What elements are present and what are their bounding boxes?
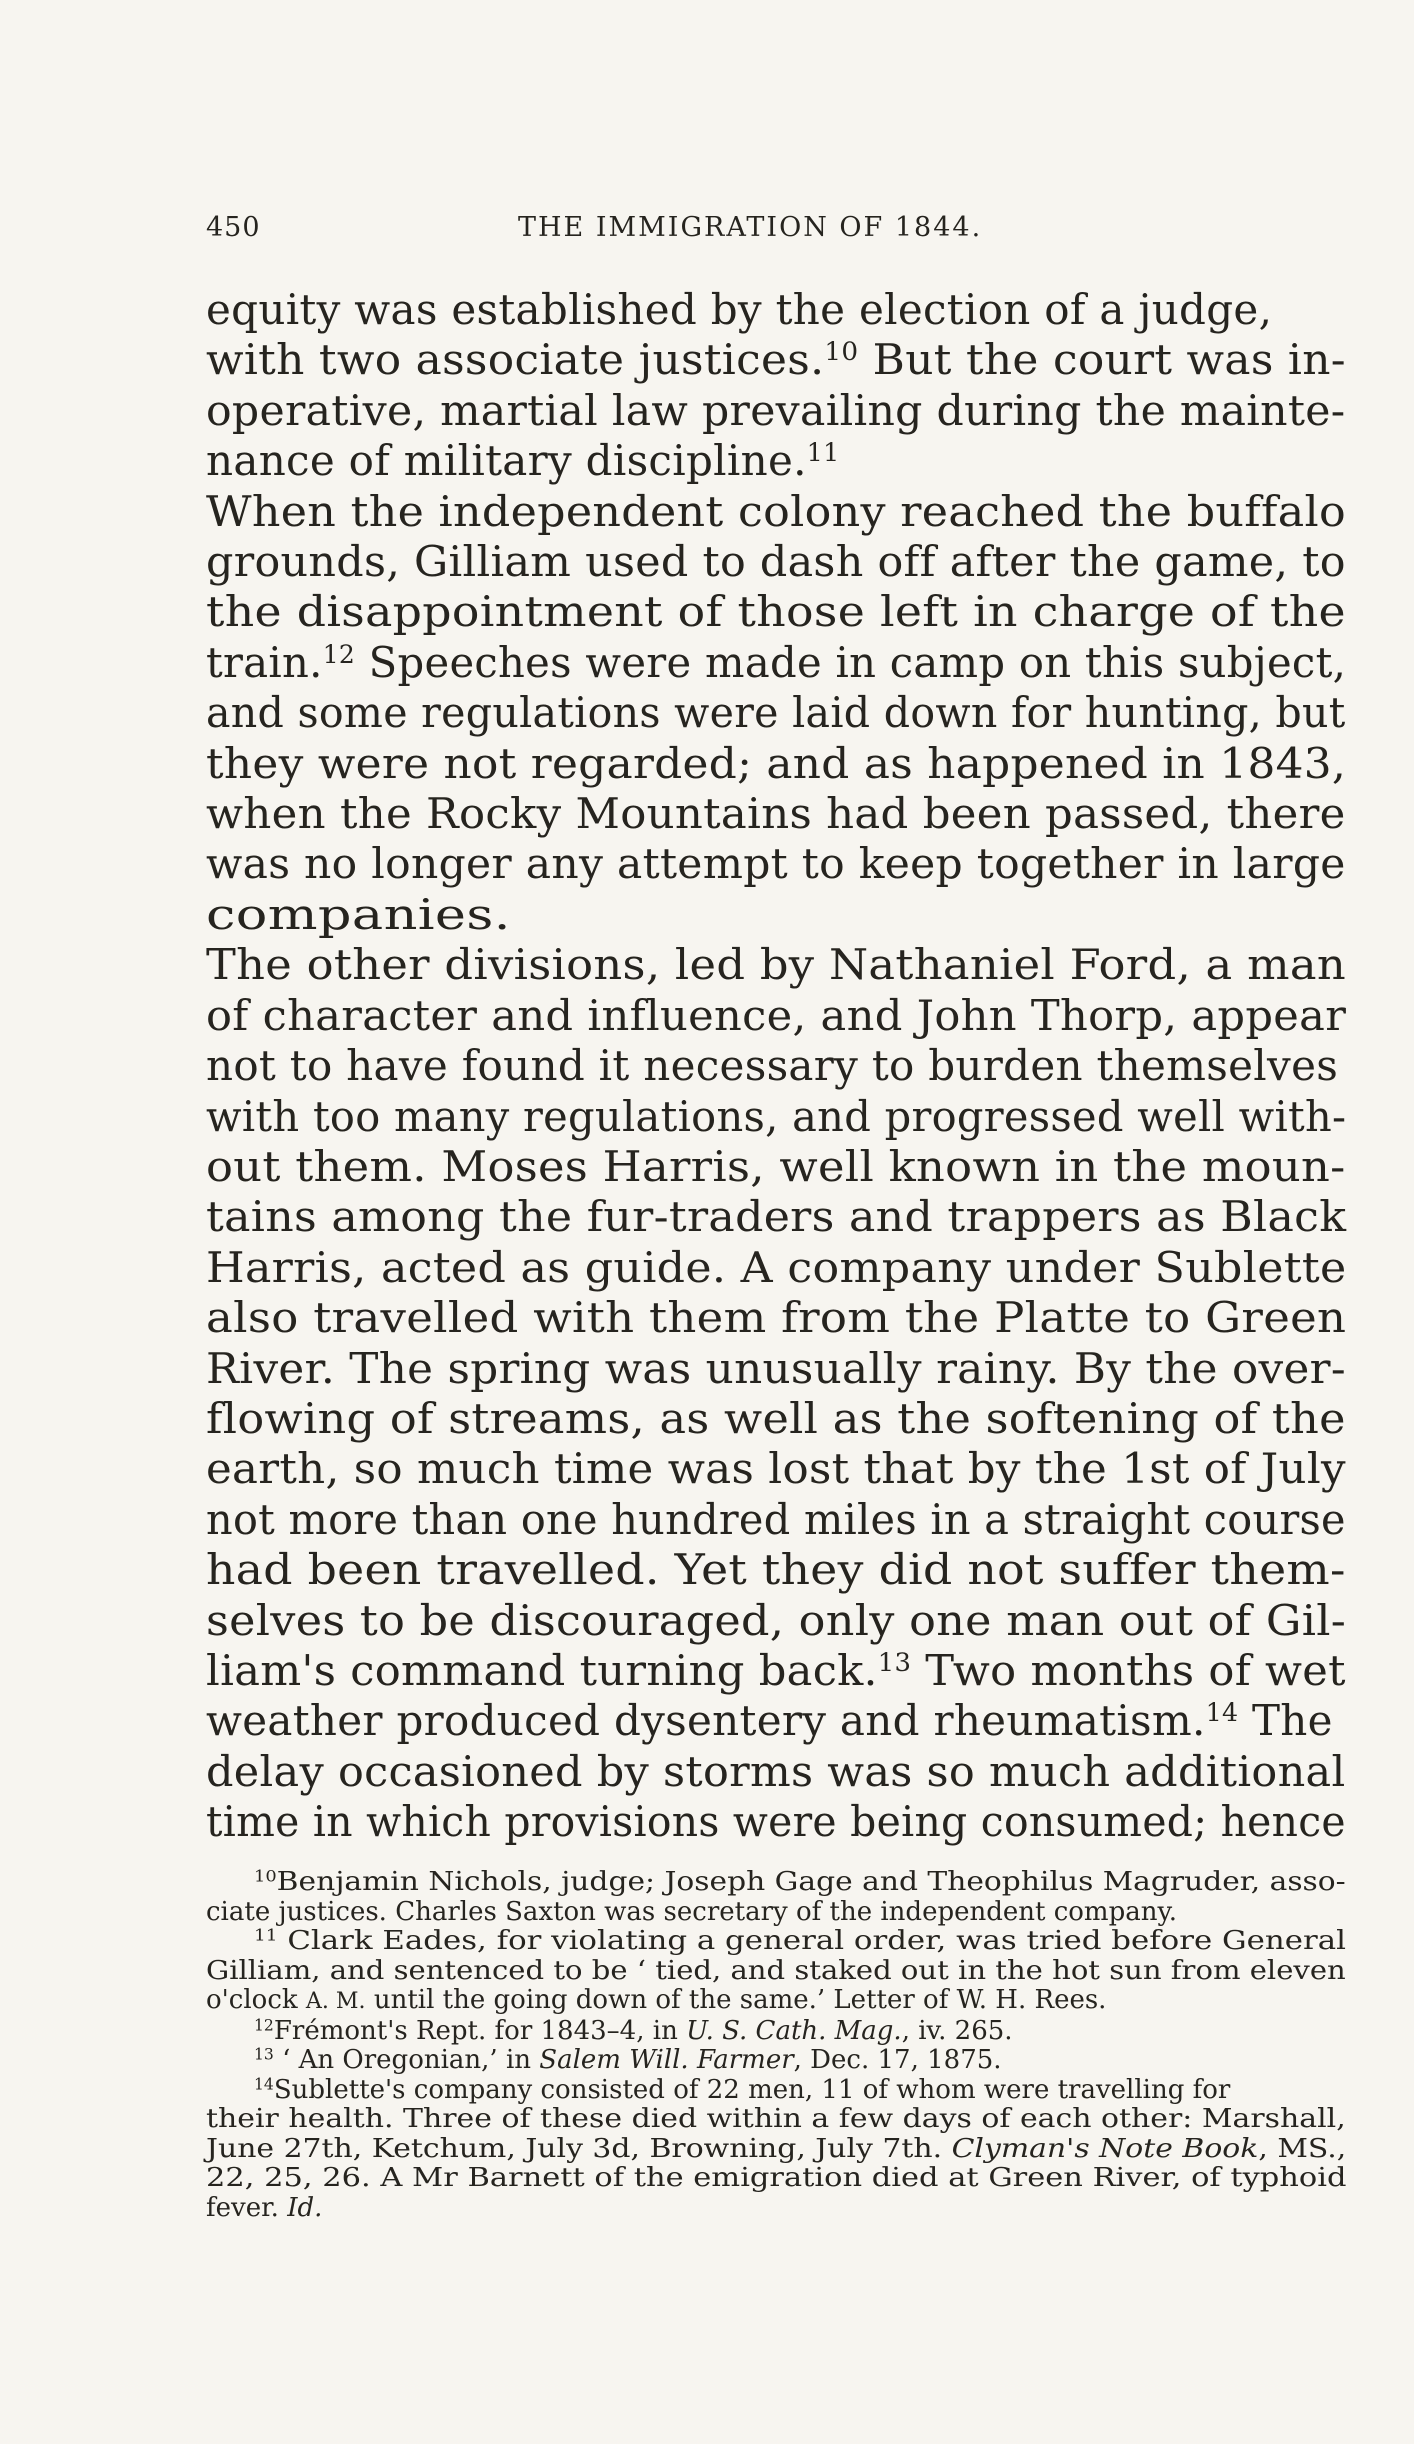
text-line: operative, martial law prevailing during the mainte- — [206, 385, 1346, 435]
text-line: train.$^{12}$ Speeches were made in camp on this subject, — [206, 637, 1347, 687]
text-line: selves to be discouraged, only one man out of Gil- — [206, 1595, 1347, 1645]
text-line: not to have found it necessary to burden themselves — [206, 1041, 1339, 1091]
text-line: also travelled with them from the Platte to Green — [206, 1293, 1347, 1343]
text-line: with two associate justices.$^{10}$ But the court was in- — [206, 335, 1346, 385]
text-line: had been travelled. Yet they did not suffer them- — [206, 1545, 1346, 1595]
footnote-line: o'clock A. M. until the going down of the same.’ Letter of W. H. Rees. — [206, 1985, 1107, 2015]
footnote-ref: 13 — [877, 1648, 912, 1678]
text-line: the disappointment of those left in charge of the — [206, 587, 1346, 637]
text-line: nance of military discipline.$^{11}$ — [206, 436, 840, 486]
footnote-number: 13 — [254, 2045, 274, 2064]
text-line: River. The spring was unusually rainy. By the over- — [206, 1343, 1346, 1393]
text-line: earth, so much time was lost that by the 1st of July — [206, 1444, 1346, 1494]
footnote-line: June 27th, Ketchum, July 3d, Browning, July 7th. Clyman's Note Book, MS., — [206, 2133, 1347, 2164]
footnote-line: $^{13}$ ‘ An Oregonian,’ in Salem Will. Farmer, Dec. 17, 1875. — [254, 2045, 1002, 2075]
footnote-number: 10 — [254, 1867, 277, 1886]
text-line: weather produced dysentery and rheumatism.$^{14}$ The — [206, 1696, 1333, 1746]
footnotes — [206, 1868, 1346, 2223]
text-line: When the independent colony reached the buffalo — [206, 486, 1346, 536]
text-line: equity was established by the election of a judge, — [206, 285, 1273, 334]
footnote-line: Gilliam, and sentenced to be ‘ tied, and staked out in the hot sun from eleven — [206, 1955, 1346, 1986]
footnote-line: $^{12}$Frémont's Rept. for 1843–4, in U. S. Cath. Mag., iv. 265. — [254, 2015, 1013, 2046]
footnote-line: $^{14}$Sublette's company consisted of 22 men, 11 of whom were travelling for — [254, 2074, 1231, 2105]
footnote-line: $^{11}$ Clark Eades, for violating a general order, was tried before General — [254, 1926, 1346, 1956]
running-title: THE IMMIGRATION OF 1844. — [518, 212, 983, 243]
text-line: grounds, Gilliam used to dash off after the game, to — [206, 537, 1346, 587]
footnote-ref: 11 — [806, 438, 840, 468]
footnote-number: 11 — [254, 1926, 278, 1945]
text-line: they were not regarded; and as happened in 1843, — [206, 738, 1347, 788]
footnote-ref: 14 — [1205, 1698, 1239, 1728]
footnote-ref: 10 — [824, 337, 859, 367]
text-line: flowing of streams, as well as the softening of the — [206, 1393, 1346, 1443]
page-number: 450 — [206, 212, 261, 243]
footnote-line: 22, 25, 26. A Mr Barnett of the emigration died at Green River, of typhoid — [206, 2163, 1347, 2193]
footnote-ref: 12 — [322, 639, 356, 669]
footnote-number: 12 — [254, 2015, 274, 2034]
footnote-line: ciate justices. Charles Saxton was secretary of the independent company. — [206, 1896, 1177, 1927]
text-line: not more than one hundred miles in a straight course — [206, 1494, 1346, 1544]
text-line: time in which provisions were being consumed; hence — [206, 1797, 1346, 1847]
text-line: of character and influence, and John Thorp, appear — [206, 990, 1347, 1040]
footnote-line: $^{10}$Benjamin Nichols, judge; Joseph Gage and Theophilus Magruder, asso- — [254, 1867, 1346, 1897]
text-line: Harris, acted as guide. A company under Sublette — [206, 1242, 1347, 1292]
text-line: and some regulations were laid down for hunting, but — [206, 688, 1346, 738]
text-line: when the Rocky Mountains had been passed, there — [206, 789, 1346, 839]
text-line: tains among the fur-traders and trappers as Black — [206, 1192, 1347, 1242]
footnote-number: 14 — [254, 2074, 274, 2093]
footnote-line: their health. Three of these died within a few days of each other: Marshall, — [206, 2104, 1346, 2134]
footnote-line: fever. Id. — [206, 2192, 323, 2223]
text-line: liam's command turning back.$^{13}$ Two months of wet — [206, 1645, 1346, 1695]
text-line: The other divisions, led by Nathaniel Ford, a man — [206, 940, 1346, 990]
text-line: out them. Moses Harris, well known in the moun- — [206, 1141, 1346, 1191]
text-line: with too many regulations, and progressed well with- — [206, 1091, 1347, 1141]
text-line: companies. — [206, 889, 511, 939]
body-text — [206, 285, 1346, 1848]
text-line: delay occasioned by storms was so much additional — [206, 1746, 1346, 1796]
running-head — [206, 208, 1016, 248]
text-line: was no longer any attempt to keep together in large — [206, 839, 1346, 889]
